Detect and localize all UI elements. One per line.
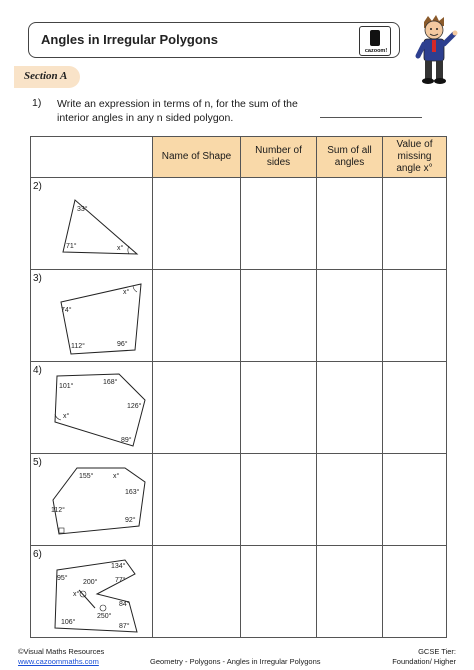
table-row [31,454,447,546]
figure-cell [31,454,153,546]
question-number: 3) [33,273,42,284]
answer-cell[interactable] [317,178,383,270]
logo-mark-icon [370,30,380,46]
angle-label: 106° [61,619,76,626]
mascot-illustration-icon [408,14,460,86]
section-tab [14,66,80,88]
answer-cell[interactable] [317,362,383,454]
triangle-figure [43,186,147,266]
answer-cell[interactable] [383,454,447,546]
answer-line [320,117,422,118]
page-title: Angles in Irregular Polygons [41,32,218,47]
question-number: 6) [33,549,42,560]
answer-cell[interactable] [317,546,383,638]
angle-label: 163° [125,489,140,496]
quadrilateral-figure [43,278,147,358]
answer-cell[interactable] [317,270,383,362]
header-missing-angle: Value of missing angle x° [383,137,447,178]
angle-label: 134° [111,563,126,570]
pentagon-figure [43,462,147,542]
footer-right [392,647,456,667]
answer-cell[interactable] [241,362,317,454]
website-link[interactable]: www.cazoommaths.com [18,657,99,666]
header-name-of-shape: Name of Shape [153,137,241,178]
angle-label: 126° [127,403,142,410]
angle-label: x° [117,245,124,252]
angle-label: 112° [71,343,85,350]
angle-label: x° [113,473,120,480]
angle-label: 92° [125,517,136,524]
question-1-text: Write an expression in terms of n, for the sum of the interior angles in any n sided polygon. [57,98,298,124]
angle-label: 155° [79,473,94,480]
table-header-row [31,137,447,178]
question-number: 2) [33,181,42,192]
answer-cell[interactable] [383,270,447,362]
tier-label: GCSE Tier: [418,647,456,656]
copyright-text: ©Visual Maths Resources [18,647,105,656]
angle-label: x° [73,591,80,598]
answer-table [30,136,447,638]
angle-label: 77° [115,577,126,584]
angle-label: 200° [83,579,98,586]
answer-cell[interactable] [317,454,383,546]
answer-cell[interactable] [153,454,241,546]
title-banner [28,22,400,58]
angle-label: x° [123,289,130,296]
pentagon-figure [43,370,147,450]
angle-label: 250° [97,613,112,620]
question-number: 5) [33,457,42,468]
answer-cell[interactable] [383,178,447,270]
angle-label: 71° [66,243,77,250]
footer-topic: Geometry - Polygons - Angles in Irregular Polygons [150,657,321,666]
logo-text: cazoom! [364,48,388,54]
answer-cell[interactable] [241,454,317,546]
answer-cell[interactable] [153,270,241,362]
figure-cell [31,546,153,638]
section-label: Section A [24,70,68,82]
complex-polygon-figure [43,554,147,634]
header-number-of-sides: Number of sides [241,137,317,178]
angle-label: 84° [119,601,130,608]
answer-cell[interactable] [241,546,317,638]
figure-cell [31,362,153,454]
angle-label: 87° [119,623,130,630]
cazoom-logo [359,26,391,56]
question-number: 4) [33,365,42,376]
angle-label: 89° [121,437,132,444]
table-row [31,270,447,362]
table-row [31,362,447,454]
answer-cell[interactable] [153,178,241,270]
header-blank-cell [31,137,153,178]
answer-cell[interactable] [153,362,241,454]
answer-cell[interactable] [383,546,447,638]
angle-label: 33° [77,206,88,213]
answer-cell[interactable] [241,178,317,270]
question-1-number: 1) [32,97,42,109]
angle-label: 101° [59,383,74,390]
angle-label: 112° [51,507,65,514]
angle-label: 168° [103,379,118,386]
header-sum-of-angles: Sum of all angles [317,137,383,178]
tier-value: Foundation/ Higher [392,657,456,666]
figure-cell [31,178,153,270]
footer-left [18,647,104,667]
answer-cell[interactable] [241,270,317,362]
table-row [31,178,447,270]
angle-label: 96° [117,341,128,348]
answer-cell[interactable] [383,362,447,454]
figure-cell [31,270,153,362]
angle-label: x° [63,413,70,420]
table-row [31,546,447,638]
angle-label: 95° [57,575,68,582]
angle-label: 74° [61,307,72,314]
answer-cell[interactable] [153,546,241,638]
